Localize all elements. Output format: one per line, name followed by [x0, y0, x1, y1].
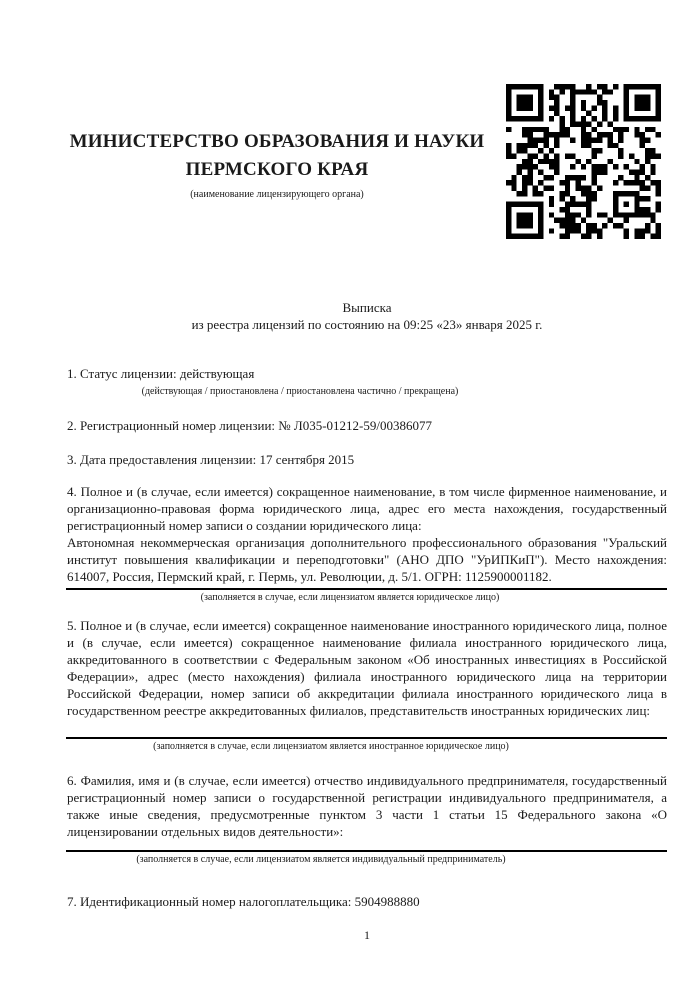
document-title-line2: из реестра лицензий по состоянию на 09:25 «23» января 2025 г. [191, 317, 543, 332]
legal-entity-label: 4. Полное и (в случае, если имеется) сокращенное наименование, в том числе фирменное наименование, и организационно-правовая форма юридического лица, адрес его места нахождения, государственный регистрационный номер записи о создании юридического лица: [67, 484, 667, 533]
taxpayer-id-line: 7. Идентификационный номер налогоплательщика: 5904988880 [67, 894, 420, 909]
license-status-options-caption: (действующая / приостановлена / приостановлена частично / прекращена) [141, 386, 459, 397]
legal-entity-section [67, 483, 667, 585]
licensing-authority-header [67, 128, 487, 201]
field-underline [66, 588, 667, 590]
entrepreneur-caption: (заполняется в случае, если лицензиатом является индивидуальный предприниматель) [136, 854, 506, 865]
document-title-line1: Выписка [342, 300, 392, 315]
license-registration-number-line: 2. Регистрационный номер лицензии: № Л035-01212-59/00386077 [67, 418, 433, 433]
ministry-name-line2: ПЕРМСКОГО КРАЯ [185, 159, 369, 180]
license-status-line: 1. Статус лицензии: действующая [67, 366, 255, 381]
foreign-entity-label: 5. Полное и (в случае, если имеется) сокращенное наименование иностранного юридического лица, полное и (в случае, если имеется) сокращенное наименование филиала иностранного юридического лица, аккредитованного в соответствии с Федеральным законом «Об иностранных инвестициях в Российской Федерации», адрес (место нахождения) филиала иностранного юридического лица на территории Российской Федерации, номер записи об аккредитации филиала иностранного юридического лица в государственном реестре аккредитованных филиалов, представительств иностранных юридических лиц: [67, 618, 667, 718]
field-underline [66, 737, 667, 739]
legal-entity-value: Автономная некоммерческая организация дополнительного профессионального образования "Уральский институт повышения квалификации и переподготовки" (АНО ДПО "УрИПКиП"). Место нахождения: 614007, Россия, Пермский край, г. Пермь, ул. Революции, д. 5/1. ОГРН: 1125900001182. [67, 535, 667, 584]
field-underline [66, 850, 667, 852]
license-grant-date-line: 3. Дата предоставления лицензии: 17 сентября 2015 [67, 452, 355, 467]
page-number: 1 [364, 928, 370, 942]
entrepreneur-label: 6. Фамилия, имя и (в случае, если имеется) отчество индивидуального предпринимателя, государственный регистрационный номер записи о государственной регистрации индивидуального предпринимателя, а также иные сведения, предусмотренные пунктом 3 части 1 статьи 15 Федерального закона «О лицензировании отдельных видов деятельности»: [67, 773, 667, 839]
document-title [67, 299, 667, 333]
foreign-entity-caption: (заполняется в случае, если лицензиатом является иностранное юридическое лицо) [153, 741, 509, 752]
ministry-caption: (наименование лицензирующего органа) [190, 189, 364, 200]
ministry-name-line1: МИНИСТЕРСТВО ОБРАЗОВАНИЯ И НАУКИ [69, 131, 485, 152]
qr-code-icon [506, 84, 661, 239]
legal-entity-caption: (заполняется в случае, если лицензиатом является юридическое лицо) [200, 592, 500, 603]
